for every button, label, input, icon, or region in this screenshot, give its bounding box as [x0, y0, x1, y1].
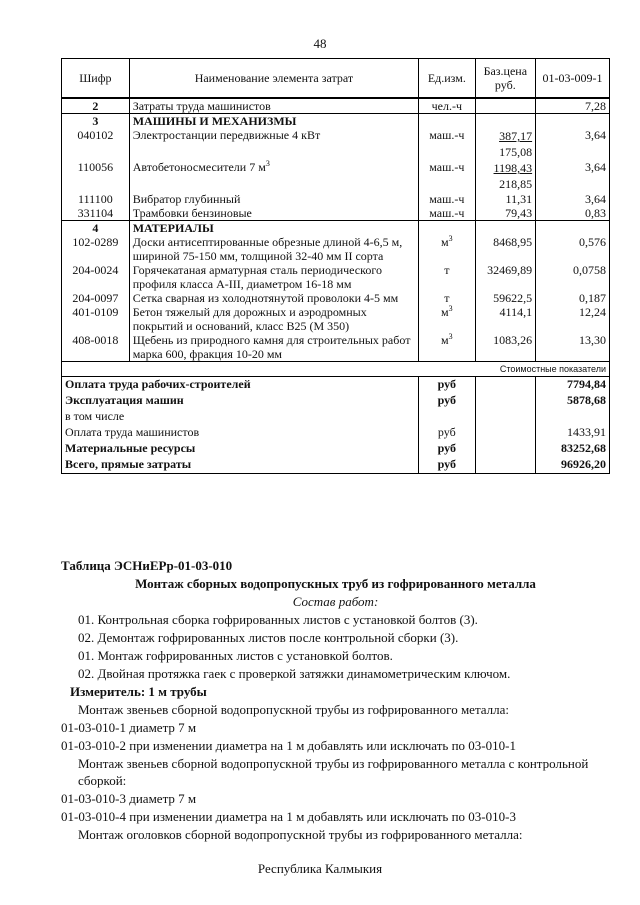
total-row — [62, 425, 610, 441]
table-row — [62, 263, 610, 291]
row-price: 32469,89 — [475, 263, 536, 291]
row-value: 3,64 — [536, 192, 610, 206]
superscript: 3 — [265, 159, 270, 168]
row-value: 0,0758 — [536, 263, 610, 291]
total-value: 96926,20 — [536, 457, 610, 474]
row-value: 7,28 — [536, 98, 610, 114]
row-unit: маш.-ч — [419, 206, 475, 221]
total-row — [62, 377, 610, 394]
row-unit: маш.-ч — [419, 192, 475, 206]
cost-indicators-label: Стоимостные показатели — [62, 362, 610, 377]
row-unit: т — [419, 291, 475, 305]
section-row — [62, 221, 610, 236]
table-row — [62, 98, 610, 114]
work-composition-label: Состав работ: — [292, 594, 379, 609]
header-name: Наименование элемента затрат — [129, 59, 418, 99]
row-price: 11,31 — [475, 192, 536, 206]
row-price: 1083,26 — [475, 333, 536, 362]
row-unit: маш.-ч — [419, 160, 475, 192]
total-value: 5878,68 — [536, 393, 610, 409]
row-price: 59622,5 — [475, 291, 536, 305]
operation-item: 01. Монтаж гофрированных листов с установкой болтов. — [78, 648, 393, 663]
row-code: 408-0018 — [62, 333, 130, 362]
paragraph: Монтаж звеньев сборной водопропускной трубы из гофрированного металла: — [78, 702, 510, 717]
unit-text: м — [441, 333, 449, 347]
row-price — [475, 98, 536, 114]
row-value: 13,30 — [536, 333, 610, 362]
total-unit: руб — [419, 457, 475, 474]
paragraph: Монтаж звеньев сборной водопропускной трубы из гофрированного металла с контрольной — [78, 756, 589, 771]
total-unit: руб — [419, 441, 475, 457]
row-code: 111100 — [62, 192, 130, 206]
price-secondary: 175,08 — [499, 145, 533, 159]
total-unit: руб — [419, 377, 475, 394]
row-name: Вибратор глубинный — [129, 192, 418, 206]
total-label: Оплата труда рабочих-строителей — [62, 377, 419, 394]
section-title: МАТЕРИАЛЫ — [129, 221, 418, 236]
resource-table — [61, 58, 610, 474]
page-footer: Республика Калмыкия — [257, 861, 383, 876]
row-value: 12,24 — [536, 305, 610, 333]
total-unit: руб — [419, 425, 475, 441]
section-heading: Монтаж сборных водопропускных труб из гофрированного металла — [135, 576, 536, 591]
header-code: Шифр — [62, 59, 130, 99]
table-row — [62, 235, 610, 263]
section-row — [62, 114, 610, 129]
operation-item: 02. Двойная протяжка гаек с проверкой затяжки динамометрическим ключом. — [78, 666, 511, 681]
operation-item: 02. Демонтаж гофрированных листов после контрольной сборки (3). — [78, 630, 459, 645]
table-header — [62, 59, 610, 99]
superscript: 3 — [448, 332, 453, 341]
price-primary: 387,17 — [499, 129, 533, 143]
row-value: 0,187 — [536, 291, 610, 305]
total-label: Оплата труда машинистов — [62, 425, 419, 441]
row-name: Электростанции передвижные 4 кВт — [129, 128, 418, 160]
header-norm: 01-03-009-1 — [536, 59, 610, 99]
total-row — [62, 393, 610, 409]
row-price — [475, 160, 536, 192]
row-value: 3,64 — [536, 128, 610, 160]
row-code: 102-0289 — [62, 235, 130, 263]
row-price: 4114,1 — [475, 305, 536, 333]
code-line: 01-03-010-4 при изменении диаметра на 1 м добавлять или исключать по 03-010-3 — [61, 809, 516, 824]
total-label: Материальные ресурсы — [62, 441, 419, 457]
row-code: 110056 — [62, 160, 130, 192]
row-name: Трамбовки бензиновые — [129, 206, 418, 221]
code-line: 01-03-010-1 диаметр 7 м — [61, 720, 197, 735]
price-primary: 1198,43 — [493, 161, 533, 175]
price-secondary: 218,85 — [499, 177, 533, 191]
section-code: 3 — [62, 114, 130, 129]
row-code: 2 — [62, 98, 130, 114]
row-value: 3,64 — [536, 160, 610, 192]
total-label: Всего, прямые затраты — [62, 457, 419, 474]
superscript: 3 — [448, 304, 453, 313]
row-name: Горячекатаная арматурная сталь периодического профиля класса А-III, диаметром 16-18 мм — [129, 263, 418, 291]
table-number: Таблица ЭСНиЕРр-01-03-010 — [61, 558, 233, 573]
operation-item: 01. Контрольная сборка гофрированных листов с установкой болтов (3). — [78, 612, 478, 627]
page-number: 48 — [313, 36, 327, 51]
header-unit: Ед.изм. — [419, 59, 475, 99]
paragraph: Монтаж оголовков сборной водопропускной трубы из гофрированного металла: — [78, 827, 523, 842]
row-unit — [419, 305, 475, 333]
row-value: 0,576 — [536, 235, 610, 263]
measure-unit: Измеритель: 1 м трубы — [70, 684, 207, 699]
unit-text: м — [441, 235, 449, 249]
row-unit — [419, 235, 475, 263]
row-price: 8468,95 — [475, 235, 536, 263]
cost-indicators-row — [62, 362, 610, 377]
row-name: Доски антисептированные обрезные длиной 4-6,5 м, шириной 75-150 мм, толщиной 32-40 мм II сорта — [129, 235, 418, 263]
table-row — [62, 291, 610, 305]
total-unit: руб — [419, 393, 475, 409]
table-row — [62, 206, 610, 221]
row-price: 79,43 — [475, 206, 536, 221]
total-row — [62, 441, 610, 457]
total-row — [62, 409, 610, 425]
header-base-price: Баз.цена руб. — [475, 59, 536, 99]
superscript: 3 — [448, 234, 453, 243]
code-line: 01-03-010-3 диаметр 7 м — [61, 791, 197, 806]
row-name: Затраты труда машинистов — [129, 98, 418, 114]
row-code: 204-0024 — [62, 263, 130, 291]
total-row — [62, 457, 610, 474]
row-code: 401-0109 — [62, 305, 130, 333]
row-name — [129, 160, 418, 192]
row-value: 0,83 — [536, 206, 610, 221]
table-row — [62, 333, 610, 362]
row-name: Бетон тяжелый для дорожных и аэродромных покрытий и оснований, класс B25 (М 350) — [129, 305, 418, 333]
row-unit: т — [419, 263, 475, 291]
row-unit: маш.-ч — [419, 128, 475, 160]
row-code: 040102 — [62, 128, 130, 160]
section-code: 4 — [62, 221, 130, 236]
table-row — [62, 192, 610, 206]
row-name-text: Автобетоносмесители 7 м — [132, 160, 266, 174]
table-row — [62, 128, 610, 160]
total-label: Эксплуатация машин — [62, 393, 419, 409]
section-title: МАШИНЫ И МЕХАНИЗМЫ — [129, 114, 418, 129]
total-value: 83252,68 — [536, 441, 610, 457]
unit-text: м — [441, 305, 449, 319]
row-price — [475, 128, 536, 160]
row-name: Сетка сварная из холоднотянутой проволоки 4-5 мм — [129, 291, 418, 305]
row-unit — [419, 333, 475, 362]
row-name: Щебень из природного камня для строительных работ марка 600, фракция 10-20 мм — [129, 333, 418, 362]
table-row — [62, 305, 610, 333]
total-value: 1433,91 — [536, 425, 610, 441]
code-line: 01-03-010-2 при изменении диаметра на 1 м добавлять или исключать по 03-010-1 — [61, 738, 516, 753]
row-code: 204-0097 — [62, 291, 130, 305]
row-unit: чел.-ч — [419, 98, 475, 114]
total-value: 7794,84 — [536, 377, 610, 394]
row-code: 331104 — [62, 206, 130, 221]
paragraph-cont: сборкой: — [78, 773, 127, 788]
table-row — [62, 160, 610, 192]
total-label: в том числе — [62, 409, 419, 425]
